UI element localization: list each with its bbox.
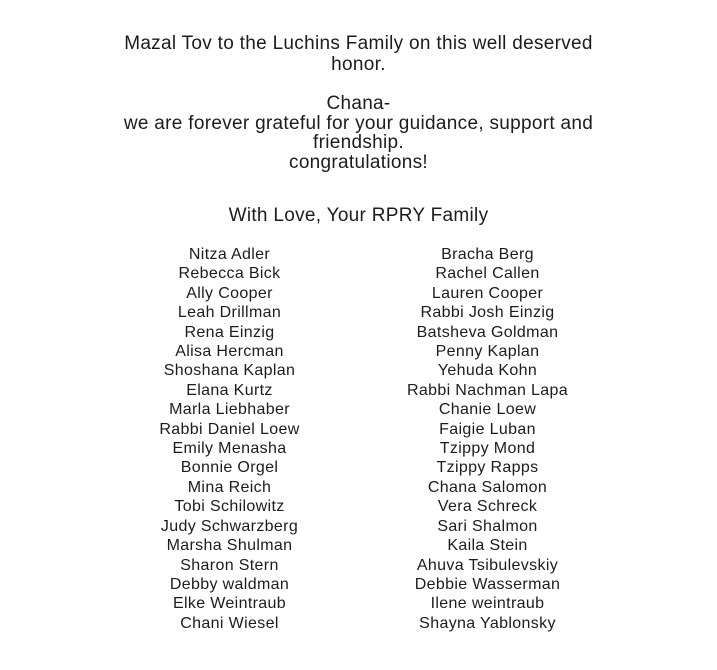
name-entry: Rabbi Josh Einzig	[420, 304, 555, 322]
name-entry: Tobi Schilowitz	[174, 498, 285, 516]
name-entry: Elana Kurtz	[186, 381, 273, 399]
name-entry: Batsheva Goldman	[416, 323, 559, 341]
name-entry: Bracha Berg	[441, 246, 534, 263]
name-entry: Shoshana Kaplan	[163, 362, 296, 380]
name-entry: Nitza Adler	[188, 246, 271, 263]
name-entry: Ahuva Tsibulevskiy	[416, 556, 559, 574]
name-entry: Alisa Hercman	[175, 343, 284, 361]
name-entry: Chana Salomon	[427, 478, 548, 496]
name-entry: Rachel Callen	[435, 265, 540, 283]
mazal-tov-line: honor.	[331, 54, 386, 75]
name-entry: Kaila Stein	[447, 537, 528, 555]
name-entry: Tzippy Mond	[439, 440, 536, 458]
name-entry: Ilene weintraub	[430, 595, 545, 613]
gratitude-line: congratulations!	[289, 151, 428, 173]
names-column-right	[359, 245, 617, 633]
name-entry: Ally Cooper	[186, 284, 273, 302]
name-entry: Rebecca Bick	[178, 265, 281, 283]
names-list	[0, 245, 717, 633]
name-entry: Elke Weintraub	[172, 595, 287, 613]
name-entry: Rabbi Daniel Loew	[159, 420, 300, 438]
name-entry: Mina Reich	[187, 478, 272, 496]
name-entry: Sharon Stern	[180, 556, 279, 574]
name-entry: Sari Shalmon	[437, 517, 538, 535]
mazal-tov-message	[0, 33, 717, 75]
gratitude-message	[0, 94, 717, 172]
name-entry: Penny Kaplan	[435, 343, 540, 361]
gratitude-line: Chana-	[326, 93, 391, 114]
name-entry: Rena Einzig	[184, 323, 275, 341]
name-entry: Bonnie Orgel	[180, 459, 279, 477]
name-entry: Lauren Cooper	[431, 284, 544, 302]
name-entry: Emily Menasha	[172, 440, 287, 458]
name-entry: Debbie Wasserman	[414, 575, 561, 593]
name-entry: Debby waldman	[169, 575, 290, 593]
signature-line: With Love, Your RPRY Family	[228, 205, 489, 226]
name-entry: Leah Drillman	[177, 304, 282, 322]
gratitude-line: we are forever grateful for your guidance, support and	[123, 112, 594, 134]
name-entry: Vera Schreck	[437, 498, 538, 516]
name-entry: Yehuda Kohn	[437, 362, 538, 380]
name-entry: Marsha Shulman	[166, 537, 293, 555]
name-entry: Chanie Loew	[438, 401, 537, 419]
mazal-tov-line: Mazal Tov to the Luchins Family on this well deserved	[124, 33, 593, 54]
name-entry: Faigie Luban	[439, 420, 536, 438]
names-column-left	[101, 245, 359, 633]
name-entry: Rabbi Nachman Lapa	[406, 381, 569, 399]
name-entry: Tzippy Rapps	[436, 459, 539, 477]
name-entry: Judy Schwarzberg	[160, 517, 299, 535]
name-entry: Marla Liebhaber	[169, 401, 290, 419]
name-entry: Shayna Yablonsky	[419, 614, 556, 632]
gratitude-line: friendship.	[313, 132, 404, 153]
name-entry: Chani Wiesel	[180, 614, 279, 632]
